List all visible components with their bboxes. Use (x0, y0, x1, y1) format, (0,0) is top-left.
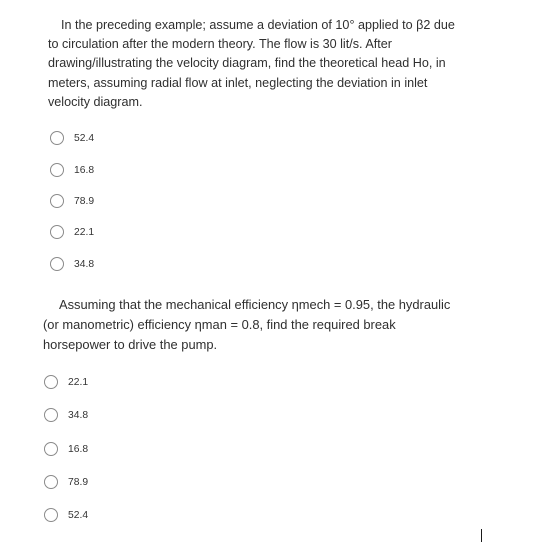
radio-button[interactable] (44, 375, 58, 389)
option-label: 78.9 (68, 476, 89, 488)
option-label: 52.4 (74, 132, 95, 144)
question-1-line: meters, assuming radial flow at inlet, neglecting the deviation in inlet (48, 75, 428, 90)
question-1-option[interactable] (50, 129, 94, 147)
radio-button[interactable] (44, 475, 58, 489)
question-1-option[interactable] (50, 255, 94, 273)
option-label: 34.8 (74, 258, 95, 270)
question-2-line: (or manometric) efficiency ηman = 0.8, find the required break (43, 317, 396, 332)
radio-button[interactable] (44, 442, 58, 456)
question-2-line: horsepower to drive the pump. (43, 337, 218, 352)
radio-button[interactable] (50, 194, 64, 208)
question-1-option[interactable] (50, 161, 94, 179)
option-label: 34.8 (68, 409, 89, 421)
option-label: 78.9 (74, 195, 95, 207)
option-label: 22.1 (74, 226, 95, 238)
question-1-text (48, 16, 478, 112)
question-1-line: drawing/illustrating the velocity diagram, find the theoretical head Ho, in (48, 56, 446, 71)
question-2-option[interactable] (44, 406, 88, 424)
text-cursor (481, 529, 482, 542)
radio-button[interactable] (50, 131, 64, 145)
question-1-option[interactable] (50, 223, 94, 241)
question-2-option[interactable] (44, 373, 88, 391)
radio-button[interactable] (50, 163, 64, 177)
question-1-line: In the preceding example; assume a deviation of 10° applied to β2 due (61, 18, 455, 32)
question-2-line: Assuming that the mechanical efficiency ηmech = 0.95, the hydraulic (59, 297, 451, 312)
question-2-option[interactable] (44, 440, 88, 458)
question-1-line: velocity diagram. (48, 94, 143, 109)
radio-button[interactable] (44, 508, 58, 522)
radio-button[interactable] (44, 408, 58, 422)
option-label: 16.8 (68, 443, 89, 455)
option-label: 16.8 (74, 164, 95, 176)
question-2-option[interactable] (44, 473, 88, 491)
question-1-option[interactable] (50, 192, 94, 210)
option-label: 22.1 (68, 376, 89, 388)
question-1-line: to circulation after the modern theory. The flow is 30 lit/s. After (48, 37, 392, 52)
radio-button[interactable] (50, 257, 64, 271)
option-label: 52.4 (68, 509, 89, 521)
question-2-option[interactable] (44, 506, 88, 524)
radio-button[interactable] (50, 225, 64, 239)
question-2-text (43, 295, 488, 355)
